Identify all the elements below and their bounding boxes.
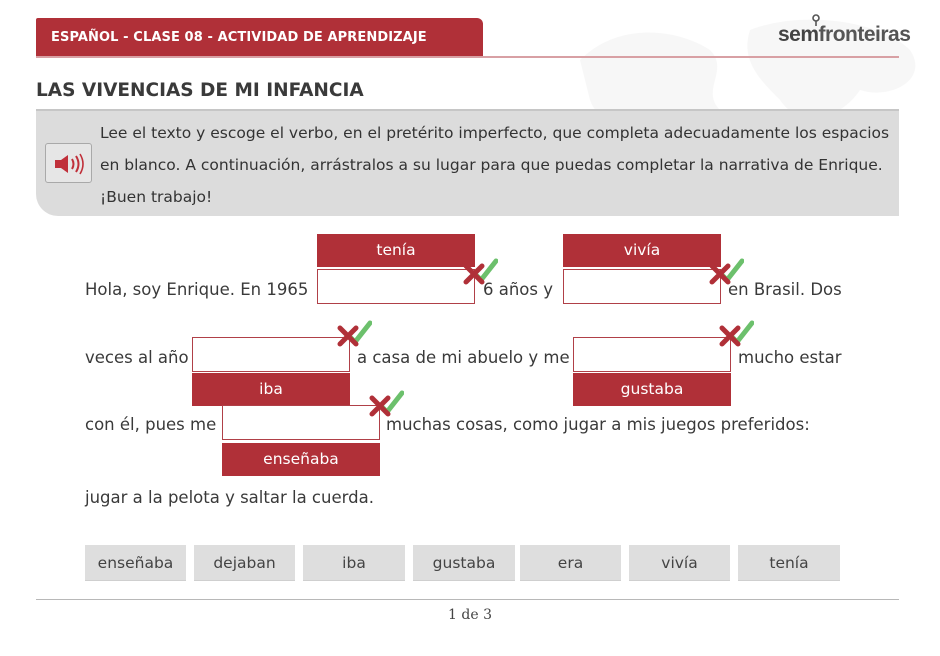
feedback-mark-5 bbox=[368, 385, 404, 419]
brand-name-prefix: sem bbox=[778, 23, 819, 46]
drop-target-1[interactable] bbox=[317, 269, 475, 304]
brand-name-suffix: fronteiras bbox=[818, 23, 911, 46]
brand-logo bbox=[778, 14, 911, 48]
narrative-line1-c: en Brasil. Dos bbox=[728, 280, 842, 299]
feedback-mark-3 bbox=[336, 315, 372, 349]
speaker-icon bbox=[53, 153, 85, 175]
narrative-line3-a: con él, pues me bbox=[85, 415, 217, 434]
word-bank-item[interactable]: tenía bbox=[738, 545, 840, 581]
footer-divider bbox=[36, 599, 899, 600]
narrative-line2-c: mucho estar bbox=[738, 348, 842, 367]
narrative-line2-a: veces al año bbox=[85, 348, 189, 367]
close-icon bbox=[340, 328, 356, 344]
page-indicator: 1 de 3 bbox=[448, 607, 492, 623]
word-bank-item[interactable]: dejaban bbox=[194, 545, 295, 581]
lesson-header: ESPAÑOL - CLASE 08 - ACTIVIDAD DE APRENDIZAJE bbox=[36, 18, 483, 57]
placed-answer-1[interactable]: tenía bbox=[317, 234, 475, 267]
word-bank-item[interactable]: gustaba bbox=[413, 545, 515, 581]
close-icon bbox=[372, 398, 388, 414]
instructions-text: Lee el texto y escoge el verbo, en el pretérito imperfecto, que completa adecuadamente los espacios en blanco. A continuación, arrástralos a su lugar para que puedas completar la narrativa de Enrique. ¡Buen trabajo! bbox=[100, 124, 890, 206]
drop-target-4[interactable] bbox=[573, 337, 731, 372]
word-bank-item[interactable]: vivía bbox=[629, 545, 730, 581]
close-icon bbox=[712, 266, 728, 282]
audio-button[interactable] bbox=[45, 143, 92, 183]
close-icon bbox=[722, 328, 738, 344]
activity-title: LAS VIVENCIAS DE MI INFANCIA bbox=[36, 80, 364, 101]
word-bank-item[interactable]: enseñaba bbox=[85, 545, 186, 581]
placed-answer-2[interactable]: vivía bbox=[563, 234, 721, 267]
drop-target-2[interactable] bbox=[563, 269, 721, 304]
placed-answer-5[interactable]: enseñaba bbox=[222, 443, 380, 476]
narrative-line4: jugar a la pelota y saltar la cuerda. bbox=[85, 488, 374, 507]
header-divider bbox=[36, 56, 899, 58]
narrative-line1-b: 6 años y bbox=[483, 280, 554, 299]
placed-answer-3[interactable]: iba bbox=[192, 373, 350, 406]
word-bank-item[interactable]: iba bbox=[303, 545, 405, 581]
drop-target-3[interactable] bbox=[192, 337, 350, 372]
narrative-line2-b: a casa de mi abuelo y me bbox=[357, 348, 570, 367]
feedback-mark-4 bbox=[718, 315, 754, 349]
narrative-line3-b: muchas cosas, como jugar a mis juegos preferidos: bbox=[386, 415, 810, 434]
brand-name bbox=[778, 23, 910, 47]
close-icon bbox=[466, 266, 482, 282]
drop-target-5[interactable] bbox=[222, 405, 380, 440]
narrative-line1-a: Hola, soy Enrique. En 1965 bbox=[85, 280, 309, 299]
word-bank-item[interactable]: era bbox=[520, 545, 621, 581]
placed-answer-4[interactable]: gustaba bbox=[573, 373, 731, 406]
